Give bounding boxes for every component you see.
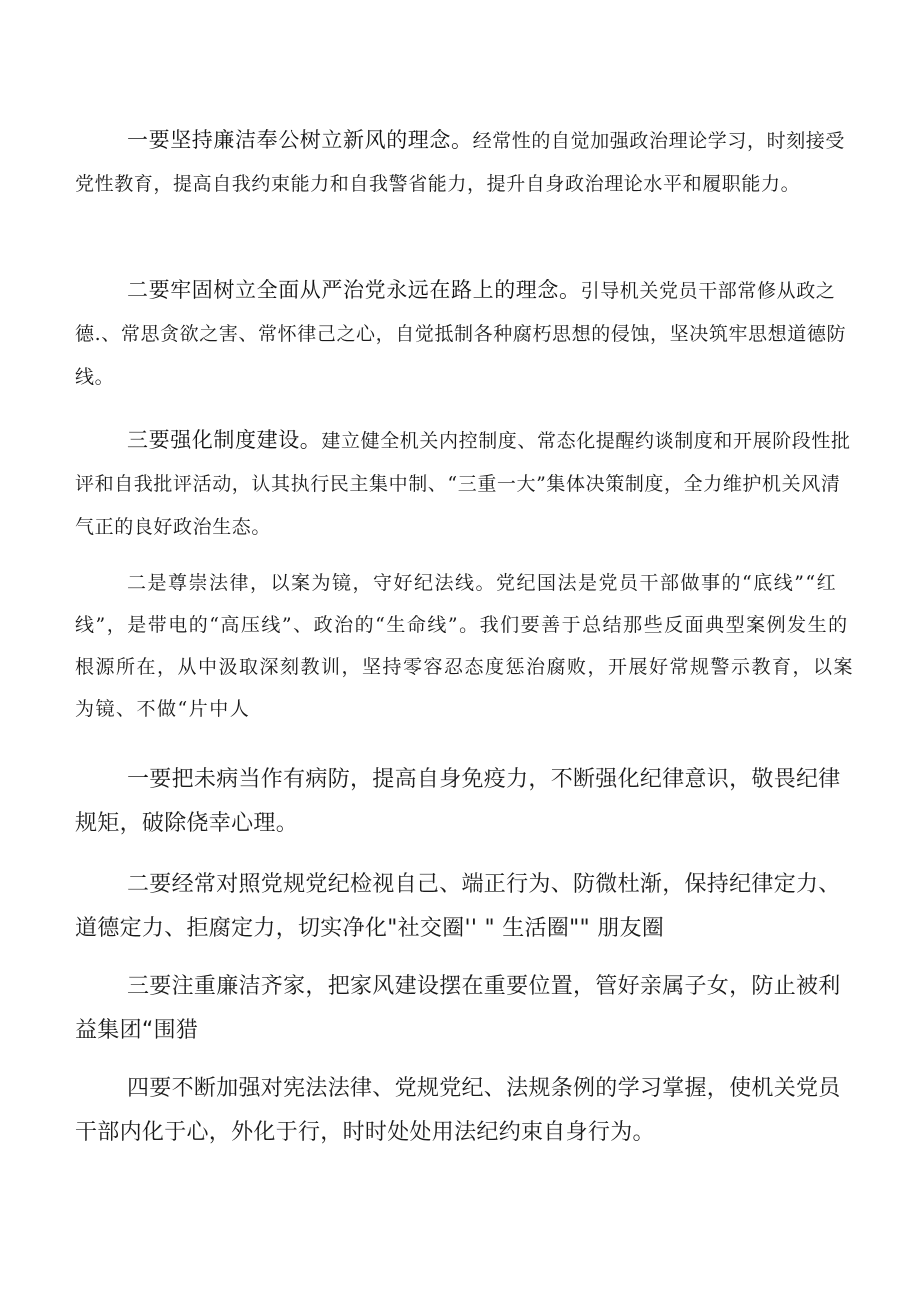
paragraph-3 [75, 419, 860, 549]
paragraph-2-lead: 二要牢固树立全面从严治党永远在路上的理念。 [127, 278, 581, 302]
paragraph-7: 三要注重廉洁齐家，把家风建设摆在重要位置，管好亲属子女，防止被利益集团“围猎 [75, 974, 841, 1043]
paragraph-6: 二要经常对照党规党纪检视自己、端正行为、防微杜渐，保持纪律定力、道德定力、拒腐定力，切实净化"社交圈'' " 生活圈"" 朋友圈 [75, 872, 841, 941]
paragraph-2-body: 引导机关党员干部常修从政之德.、常思贪欲之害、常怀律己之心，自觉抵制各种腐朽思想的侵蚀，坚决筑牢思想道德防线。 [75, 280, 847, 388]
paragraph-1 [75, 119, 860, 206]
paragraph-3-body: 建立健全机关内控制度、常态化提醒约谈制度和开展阶段性批评和自我批评活动，认其执行民主集中制、“三重一大”集体决策制度，全力维护机关风清气正的良好政治生态。 [75, 430, 851, 538]
paragraph-1-body: 经常性的自觉加强政治理论学习，时刻接受党性教育，提高自我约束能力和自我警省能力，提升自身政治理论水平和履职能力。 [75, 130, 846, 195]
paragraph-5: 一要把未病当作有病防，提高自身免疫力，不断强化纪律意识，敬畏纪律规矩，破除侥幸心理。 [75, 767, 841, 836]
paragraph-3-lead: 三要强化制度建设。 [127, 428, 322, 452]
paragraph-1-lead: 一要坚持廉洁奉公树立新风的理念。 [127, 128, 473, 152]
paragraph-2 [75, 269, 860, 399]
paragraph-4: 二是尊崇法律，以案为镜，守好纪法线。党纪国法是党员干部做事的“底线”“红线”，是带电的“高压线”、政治的“生命线”。我们要善于总结那些反面典型案例发生的根源所在，从中汲取深刻教训，坚持零容忍态度惩治腐败，开展好常规警示教育，以案为镜、不做“片中人 [75, 572, 855, 720]
paragraph-8: 四要不断加强对宪法法律、党规党纪、法规条例的学习掌握，使机关党员干部内化于心，外化于行，时时处处用法纪约束自身行为。 [75, 1076, 841, 1145]
